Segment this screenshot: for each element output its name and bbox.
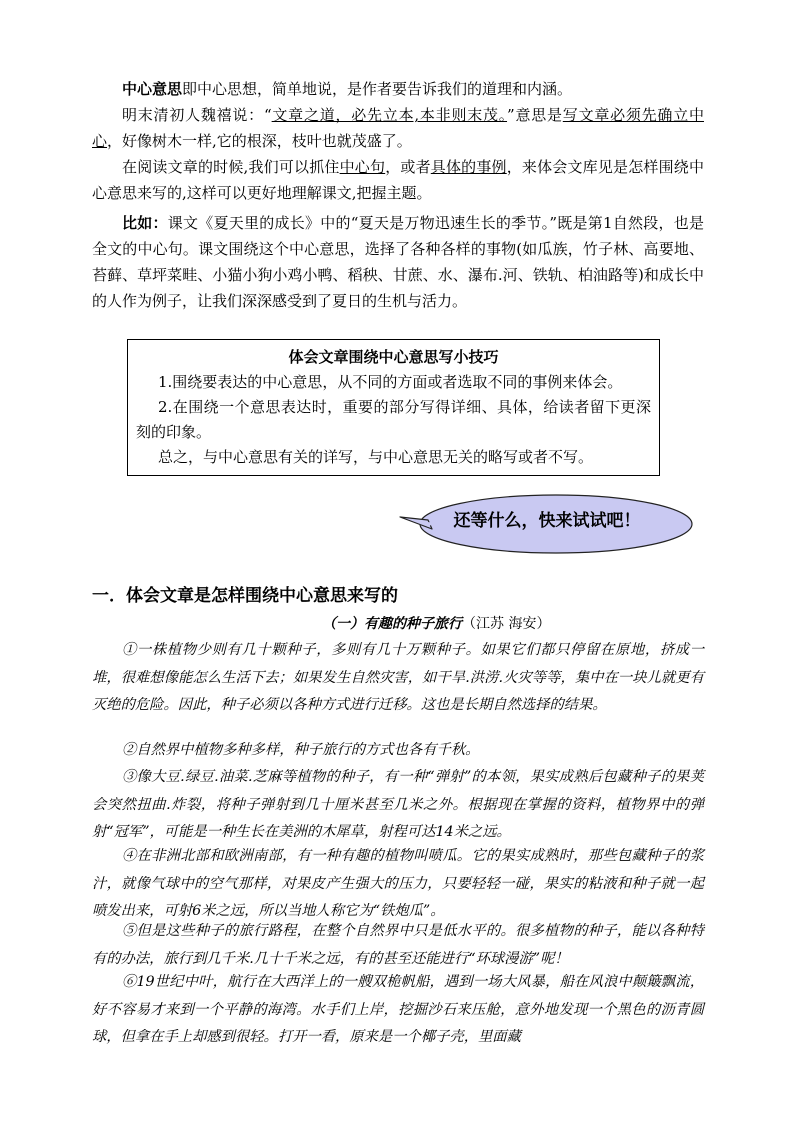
intro-p2-b: ”意思是	[507, 106, 563, 124]
story-paragraph-3: ③像大豆.绿豆.油菜.芝麻等植物的种子，有一种“弹射”的本领，果实成熟后包藏种子的果荚会突然扭曲.炸裂，将种子弹射到几十厘米甚至几米之外。根据现在掌握的资料，植物界中的弹射“冠军”，可能是一种生长在美洲的木犀草，射程可达14米之远。	[92, 769, 704, 840]
tips-box	[127, 339, 660, 476]
intro-paragraph-3	[92, 154, 704, 206]
intro-p4-text: 课文《夏天里的成长》中的“夏天是万物迅速生长的季节。”既是第1自然段，也是全文的中心句。课文围绕这个中心意思，选择了各种各样的事物(如瓜族，竹子林、高要地、苔藓、草坪菜畦、小猫小狗小鸡小鸭、稻秧、甘蔗、水、瀑布.河、铁轨、柏油路等)和成长中的人作为例子，让我们深深感受到了夏日的生机与活力。	[92, 214, 704, 310]
term-central-idea: 中心意思	[122, 80, 183, 98]
section-heading: 一．体会文章是怎样围绕中心意思来写的	[92, 586, 398, 606]
intro-p3-central-sentence: 中心句	[339, 158, 386, 176]
intro-p3-examples: 具体的事例	[430, 158, 507, 176]
intro-paragraph-1	[92, 76, 704, 102]
story-paragraph-2: ②自然界中植物多种多样，种子旅行的方式也各有千秋。	[122, 742, 480, 758]
intro-p3-b: ，或者	[385, 158, 431, 176]
tips-title: 体会文章围绕中心意思写小技巧	[288, 348, 499, 366]
intro-p2-a: 明末清初人魏禧说：“	[122, 106, 272, 124]
tip-summary: 总之，与中心意思有关的详写，与中心意思无关的略写或者不写。	[158, 448, 594, 466]
story-title	[322, 612, 550, 636]
story-source: （江苏 海安）	[462, 616, 551, 632]
tip-item: 2.在围绕一个意思表达时，重要的部分写得详细、具体，给读者留下更深刻的印象。	[136, 398, 651, 441]
tip-item: 1.围绕要表达的中心意思，从不同的方面或者选取不同的事例来体会。	[158, 373, 623, 391]
intro-p2-c: ，好像树木一样,它的根深，枝叶也就茂盛了。	[107, 132, 412, 150]
intro-p3-c: ，来体会文库见是怎样围绕中心意思来写的,这样可以更好地理解课文,把握主题。	[92, 158, 704, 202]
story-title-text: （一）有趣的种子旅行	[322, 616, 462, 632]
intro-paragraph-4	[92, 210, 704, 314]
speech-bubble	[398, 493, 696, 555]
story-paragraph-4: ④在非洲北部和欧洲南部，有一种有趣的植物叫喷瓜。它的果实成熟时，那些包藏种子的浆汁，就像气球中的空气那样，对果皮产生强大的压力，只要轻轻一碰，果实的粘液和种子就一起喷发出来，可射6米之远，所以当地人称它为“铁炮瓜”。	[92, 848, 704, 919]
example-label: 比如：	[122, 214, 168, 232]
intro-p1-text: 即中心思想，简单地说，是作者要告诉我们的道理和内涵。	[182, 80, 573, 98]
intro-paragraph-2	[92, 102, 704, 154]
intro-p2-quote: 文章之道，必先立本,本非则末茂。	[271, 106, 508, 124]
story-paragraph-6: ⑥19世纪中叶，航行在大西洋上的一艘双桅帆船，遇到一场大风暴，船在风浪中颠簸飘流，好不容易才来到一个平静的海湾。水手们上岸，挖掘沙石来压舱，意外地发现一个黑色的沥青圆球，但拿在手上却感到很轻。打开一看，原来是一个椰子壳，里面藏	[92, 974, 704, 1045]
intro-p3-a: 在阅读文章的时候,我们可以抓住	[122, 158, 340, 176]
bubble-text: 还等什么，快来试试吧！	[453, 511, 641, 531]
story-paragraph-5: ⑤但是这些种子的旅行路程，在整个自然界中只是低水平的。很多植物的种子，能以各种特有的办法，旅行到几千米.几十千米之远，有的甚至还能进行“环球漫游”呢！	[92, 923, 704, 967]
story-paragraph-1: ①一株植物少则有几十颗种子，多则有几十万颗种子。如果它们都只停留在原地，挤成一堆，很难想像能怎么生活下去；如果发生自然灾害，如干旱.洪涝.火灾等等，集中在一块儿就更有灭绝的危险。因此，种子必须以各种方式进行迁移。这也是长期自然选择的结果。	[92, 642, 704, 713]
intro-p2-underlined: 写文章必须先确立中心	[92, 106, 704, 150]
